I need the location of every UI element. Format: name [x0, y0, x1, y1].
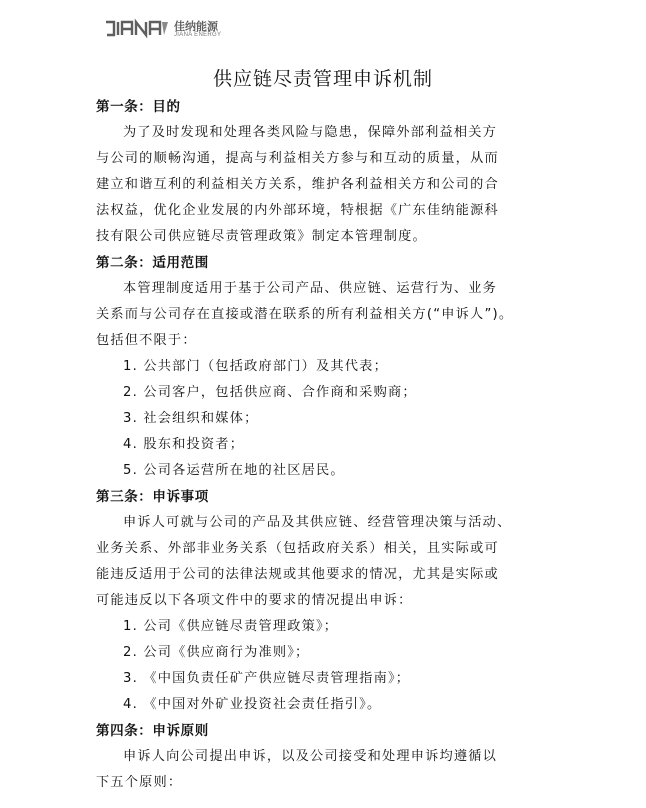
section-heading: 第一条：目的: [96, 99, 181, 115]
company-logo: [104, 18, 222, 44]
paragraph-line: 可能违反以下各项文件中的要求的情况提出申诉：: [96, 593, 413, 608]
jiana-logo-mark-icon: [104, 18, 170, 40]
paragraph-line: 与公司的顺畅沟通，提高与利益相关方参与和互动的质量，从而: [96, 151, 499, 166]
paragraph-line: 技有限公司供应链尽责管理政策》制定本管理制度。: [96, 229, 427, 244]
logo-english-name: JIANA ENERGY: [174, 32, 222, 38]
paragraph-line: 下五个原则：: [96, 775, 183, 790]
paragraph-line: 能违反适用于公司的法律法规或其他要求的情况，尤其是实际或: [96, 567, 499, 582]
section-heading: 第二条：适用范围: [96, 255, 209, 271]
paragraph-line: 包括但不限于：: [96, 333, 197, 348]
paragraph-line: 法权益，优化企业发展的内外部环境，特根据《广东佳纳能源科: [96, 203, 499, 218]
document-title: 供应链尽责管理申诉机制: [212, 68, 433, 90]
paragraph-first-line: 申诉人向公司提出申诉，以及公司接受和处理申诉均遵循以: [123, 749, 498, 764]
list-item: 4. 股东和投资者；: [123, 437, 245, 452]
list-item: 5. 公司各运营所在地的社区居民。: [123, 463, 345, 478]
list-item: 4. 《中国对外矿业投资社会责任指引》。: [123, 697, 382, 712]
paragraph-line: 建立和谐互利的利益相关方关系，维护各利益相关方和公司的合: [96, 177, 499, 192]
list-item: 1. 公司《供应链尽责管理政策》；: [123, 619, 339, 634]
section-heading: 第三条：申诉事项: [96, 489, 209, 505]
list-item: 3. 《中国负责任矿产供应链尽责管理指南》；: [123, 671, 411, 686]
paragraph-first-line: 申诉人可就与公司的产品及其供应链、经营管理决策与活动、: [123, 515, 512, 530]
list-item: 3. 社会组织和媒体；: [123, 411, 259, 426]
list-item: 2. 公司《供应商行为准则》；: [123, 645, 310, 660]
logo-chinese-name: 佳纳能源: [174, 20, 218, 33]
paragraph-first-line: 为了及时发现和处理各类风险与隐患，保障外部利益相关方: [123, 125, 498, 140]
list-item: 1. 公共部门（包括政府部门）及其代表；: [123, 359, 388, 374]
document-body: [96, 94, 566, 796]
paragraph-first-line: 本管理制度适用于基于公司产品、供应链、运营行为、业务: [123, 281, 498, 296]
section-heading: 第四条：申诉原则: [96, 723, 209, 739]
paragraph-line: 业务关系、外部非业务关系（包括政府关系）相关，且实际或可: [96, 541, 499, 556]
list-item: 2. 公司客户，包括供应商、合作商和采购商；: [123, 385, 417, 400]
paragraph-line: 关系而与公司存在直接或潜在联系的所有利益相关方(“申诉人”)。: [96, 307, 514, 322]
